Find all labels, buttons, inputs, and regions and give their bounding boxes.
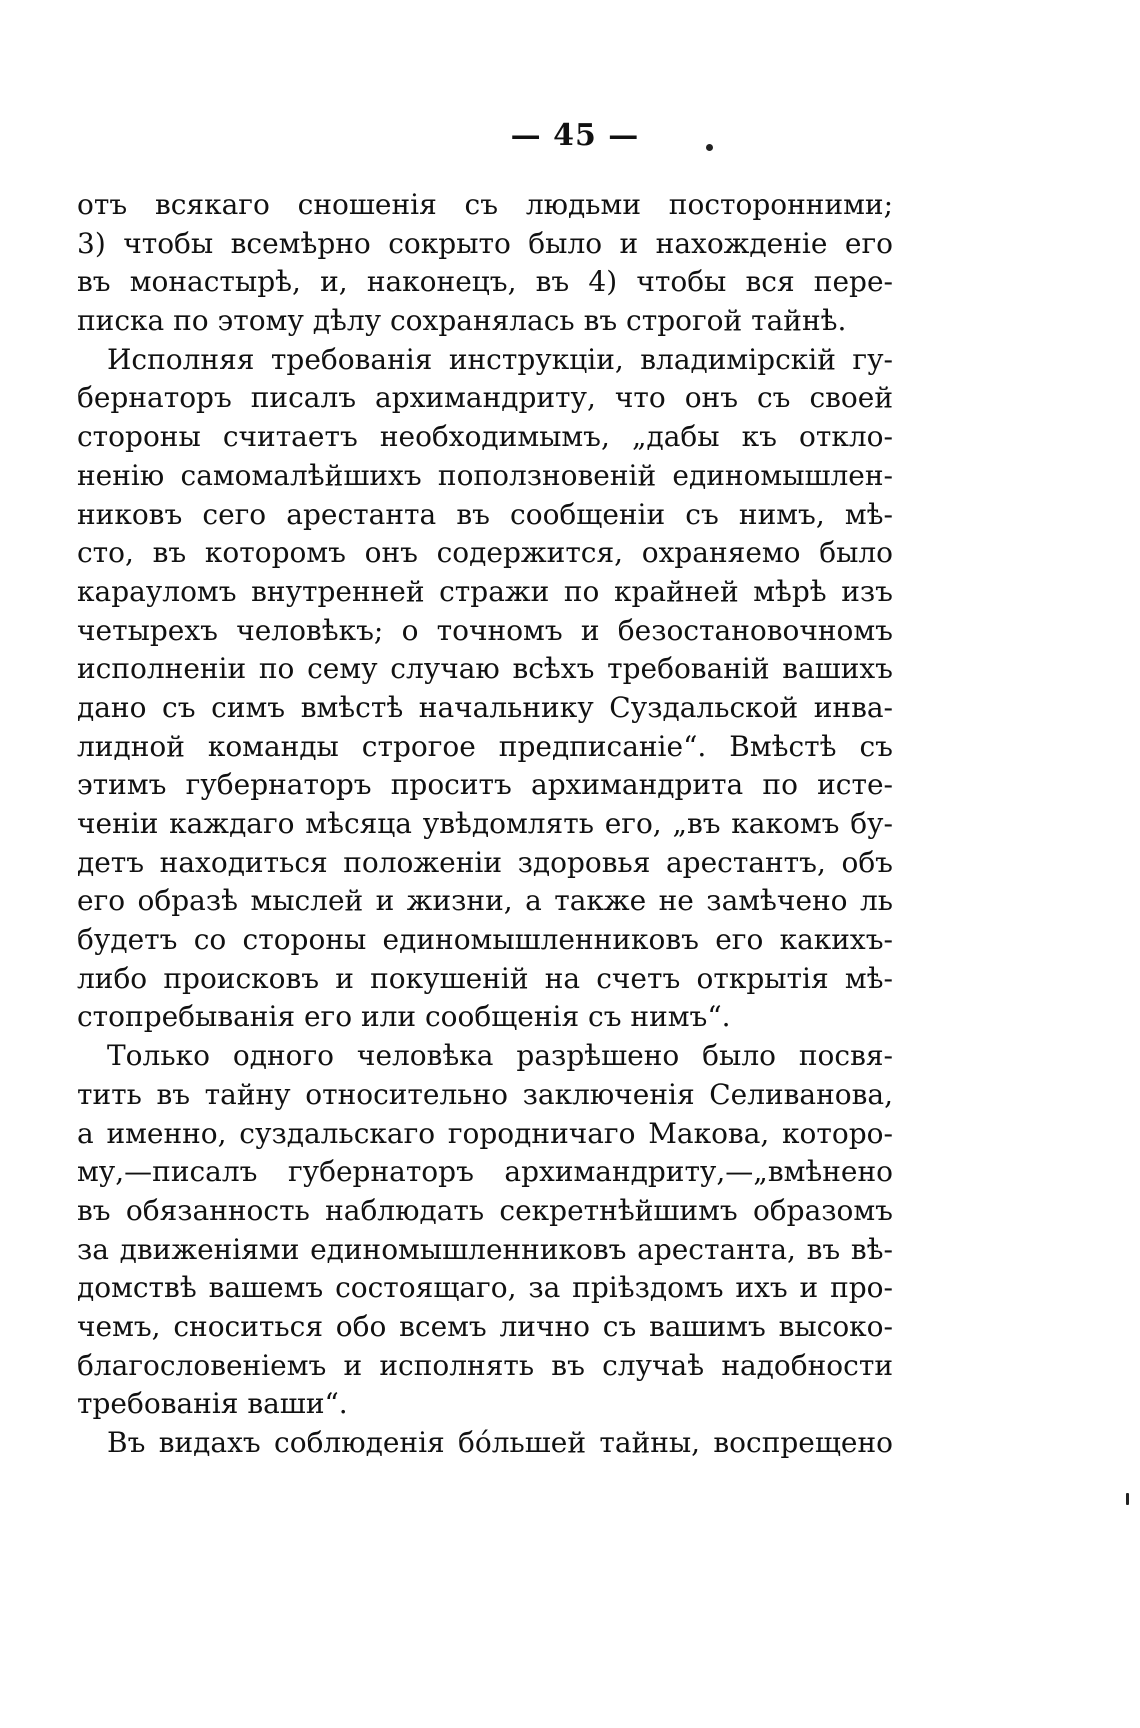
text-line: домствѣ вашемъ состоящаго, за пріѣздомъ ихъ и про- (77, 1271, 893, 1305)
text-line: этимъ губернаторъ проситъ архимандрита по исте- (77, 768, 893, 802)
text-line: му,—писалъ губернаторъ архимандриту,—„вмѣнено (77, 1155, 893, 1189)
scan-speck (1126, 1493, 1129, 1505)
text-line: сто, въ которомъ онъ содержится, охраняемо было (77, 536, 893, 570)
text-line: въ обязанность наблюдать секретнѣйшимъ образомъ (77, 1193, 893, 1227)
text-line: 3) чтобы всемѣрно сокрыто было и нахожденіе его (77, 226, 893, 260)
text-line: требованія ваши“. (77, 1387, 348, 1421)
text-line: будетъ со стороны единомышленниковъ его какихъ- (77, 923, 893, 957)
text-line: лидной команды строгое предписаніе“. Вмѣстѣ съ (77, 729, 893, 763)
text-line: четырехъ человѣкъ; о точномъ и безостановочномъ (77, 613, 893, 647)
text-line: ненію самомалѣйшихъ поползновеній единомышлен- (77, 458, 893, 492)
text-line: либо происковъ и покушеній на счетъ открытія мѣ- (77, 961, 893, 995)
text-line: тить въ тайну относительно заключенія Селиванова, (77, 1077, 893, 1111)
text-line: отъ всякаго сношенія съ людьми посторонними; (77, 188, 893, 221)
scan-speck (706, 144, 713, 151)
text-line: исполненіи по сему случаю всѣхъ требованій вашихъ (77, 652, 893, 686)
text-line: чемъ, сноситься обо всемъ лично съ вашимъ высоко- (77, 1309, 893, 1343)
text-line: карауломъ внутренней стражи по крайней мѣрѣ изъ (77, 574, 893, 608)
text-line: благословеніемъ и исполнять въ случаѣ надобности (77, 1348, 893, 1382)
paragraph-start-line: Только одного человѣка разрѣшено было посвя- (107, 1039, 893, 1073)
text-line: а именно, суздальскаго городничаго Макова, которо- (77, 1116, 893, 1150)
text-line: стопребыванія его или сообщенія съ нимъ“. (77, 1000, 731, 1034)
text-line: детъ находиться положеніи здоровья арестантъ, объ (77, 845, 893, 879)
text-line: никовъ сего арестанта въ сообщеніи съ нимъ, мѣ- (77, 497, 893, 531)
text-line: въ монастырѣ, и, наконецъ, въ 4) чтобы вся пере- (77, 265, 893, 299)
body-text (77, 186, 893, 1463)
text-line: писка по этому дѣлу сохранялась въ строгой тайнѣ. (77, 304, 847, 338)
text-line: за движеніями единомышленниковъ арестанта, въ вѣ- (77, 1232, 893, 1266)
text-line: дано съ симъ вмѣстѣ начальнику Суздальской инва- (77, 690, 893, 724)
paragraph-start-line: Исполняя требованія инструкціи, владимірскій гу- (107, 342, 893, 376)
text-line: его образѣ мыслей и жизни, а также не замѣчено ль (77, 884, 893, 918)
paragraph-start-line: Въ видахъ соблюденія бóльшей тайны, воспрещено (107, 1426, 893, 1459)
text-line: ченіи каждаго мѣсяца увѣдомлять его, „въ какомъ бу- (77, 807, 893, 840)
page-number: — 45 — (510, 118, 640, 153)
text-line: стороны считаетъ необходимымъ, „дабы къ откло- (77, 420, 893, 454)
text-line: бернаторъ писалъ архимандриту, что онъ съ своей (77, 381, 893, 415)
